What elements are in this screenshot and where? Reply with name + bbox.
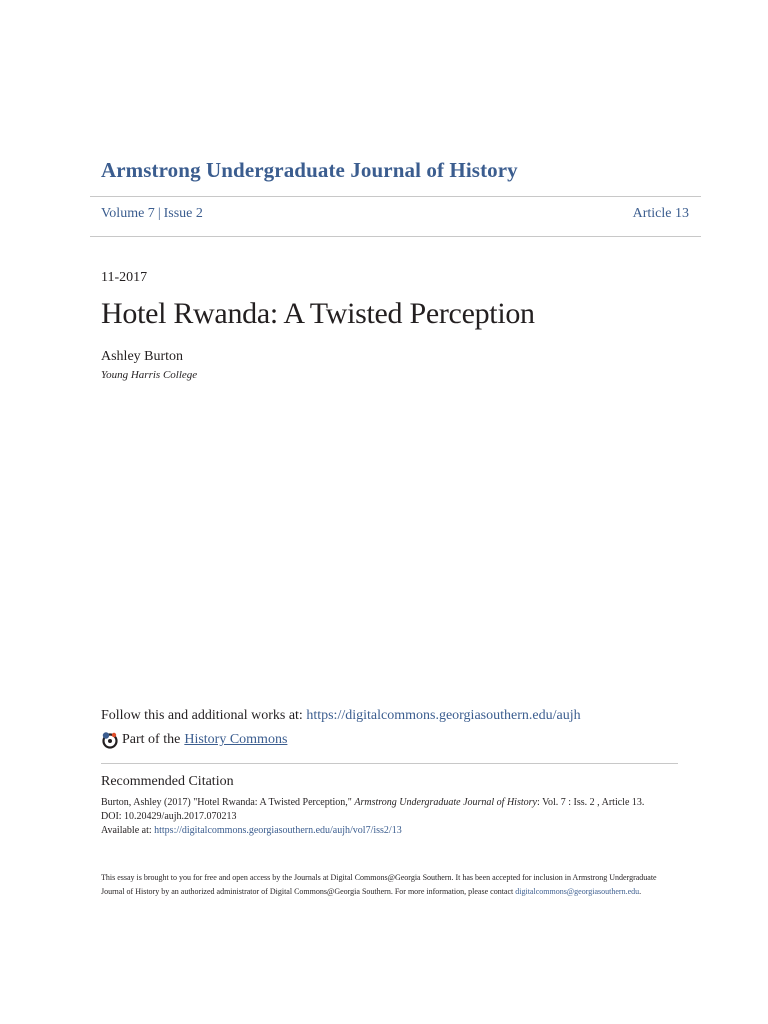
citation-journal: Armstrong Undergraduate Journal of History bbox=[354, 797, 537, 808]
author-affiliation: Young Harris College bbox=[101, 369, 198, 381]
header-divider-top bbox=[90, 196, 701, 197]
volume-link[interactable]: Volume 7 bbox=[101, 206, 155, 221]
volume-issue-line bbox=[101, 206, 203, 222]
header-divider-bottom bbox=[90, 236, 701, 237]
available-url-link[interactable]: https://digitalcommons.georgiasouthern.edu/aujh/vol7/iss2/13 bbox=[154, 825, 402, 836]
follow-url-link[interactable]: https://digitalcommons.georgiasouthern.edu/aujh bbox=[306, 708, 581, 723]
available-prefix: Available at: bbox=[101, 825, 155, 836]
access-statement-end: . bbox=[639, 887, 642, 896]
citation-suffix: : Vol. 7 : Iss. 2 , Article 13. bbox=[536, 797, 645, 808]
citation-doi: DOI: 10.20429/aujh.2017.070213 bbox=[101, 811, 237, 822]
follow-line bbox=[101, 708, 581, 724]
history-commons-link[interactable]: History Commons bbox=[184, 732, 288, 747]
part-of-prefix: Part of the bbox=[122, 732, 181, 747]
citation-block bbox=[101, 796, 701, 838]
journal-title[interactable]: Armstrong Undergraduate Journal of History bbox=[101, 158, 518, 182]
citation-available bbox=[101, 824, 701, 838]
recommended-citation-heading: Recommended Citation bbox=[101, 774, 234, 789]
access-statement-text: This essay is brought to you for free and open access by the Journals at Digital Commons@Georgia Southern. It has been accepted for inclusion in Armstrong Undergraduate Journal of History by an authorized administrator of Digital Commons@Georgia Southern. For more information, please contact bbox=[101, 873, 657, 896]
part-of-line bbox=[101, 731, 287, 749]
publication-date: 11-2017 bbox=[101, 270, 148, 285]
article-number-link[interactable]: Article 13 bbox=[632, 206, 689, 221]
contact-email-link[interactable]: digitalcommons@georgiasouthern.edu bbox=[515, 887, 640, 896]
issue-link[interactable]: Issue 2 bbox=[163, 206, 203, 221]
citation-line bbox=[101, 796, 701, 810]
citation-divider bbox=[101, 763, 678, 764]
citation-prefix: Burton, Ashley (2017) "Hotel Rwanda: A Twisted Perception," bbox=[101, 797, 355, 808]
bepress-network-icon bbox=[101, 731, 119, 749]
access-statement bbox=[101, 871, 681, 899]
volume-issue-separator: | bbox=[157, 206, 161, 221]
follow-prefix: Follow this and additional works at: bbox=[101, 708, 307, 723]
author-name: Ashley Burton bbox=[101, 349, 184, 364]
article-title: Hotel Rwanda: A Twisted Perception bbox=[101, 297, 535, 330]
